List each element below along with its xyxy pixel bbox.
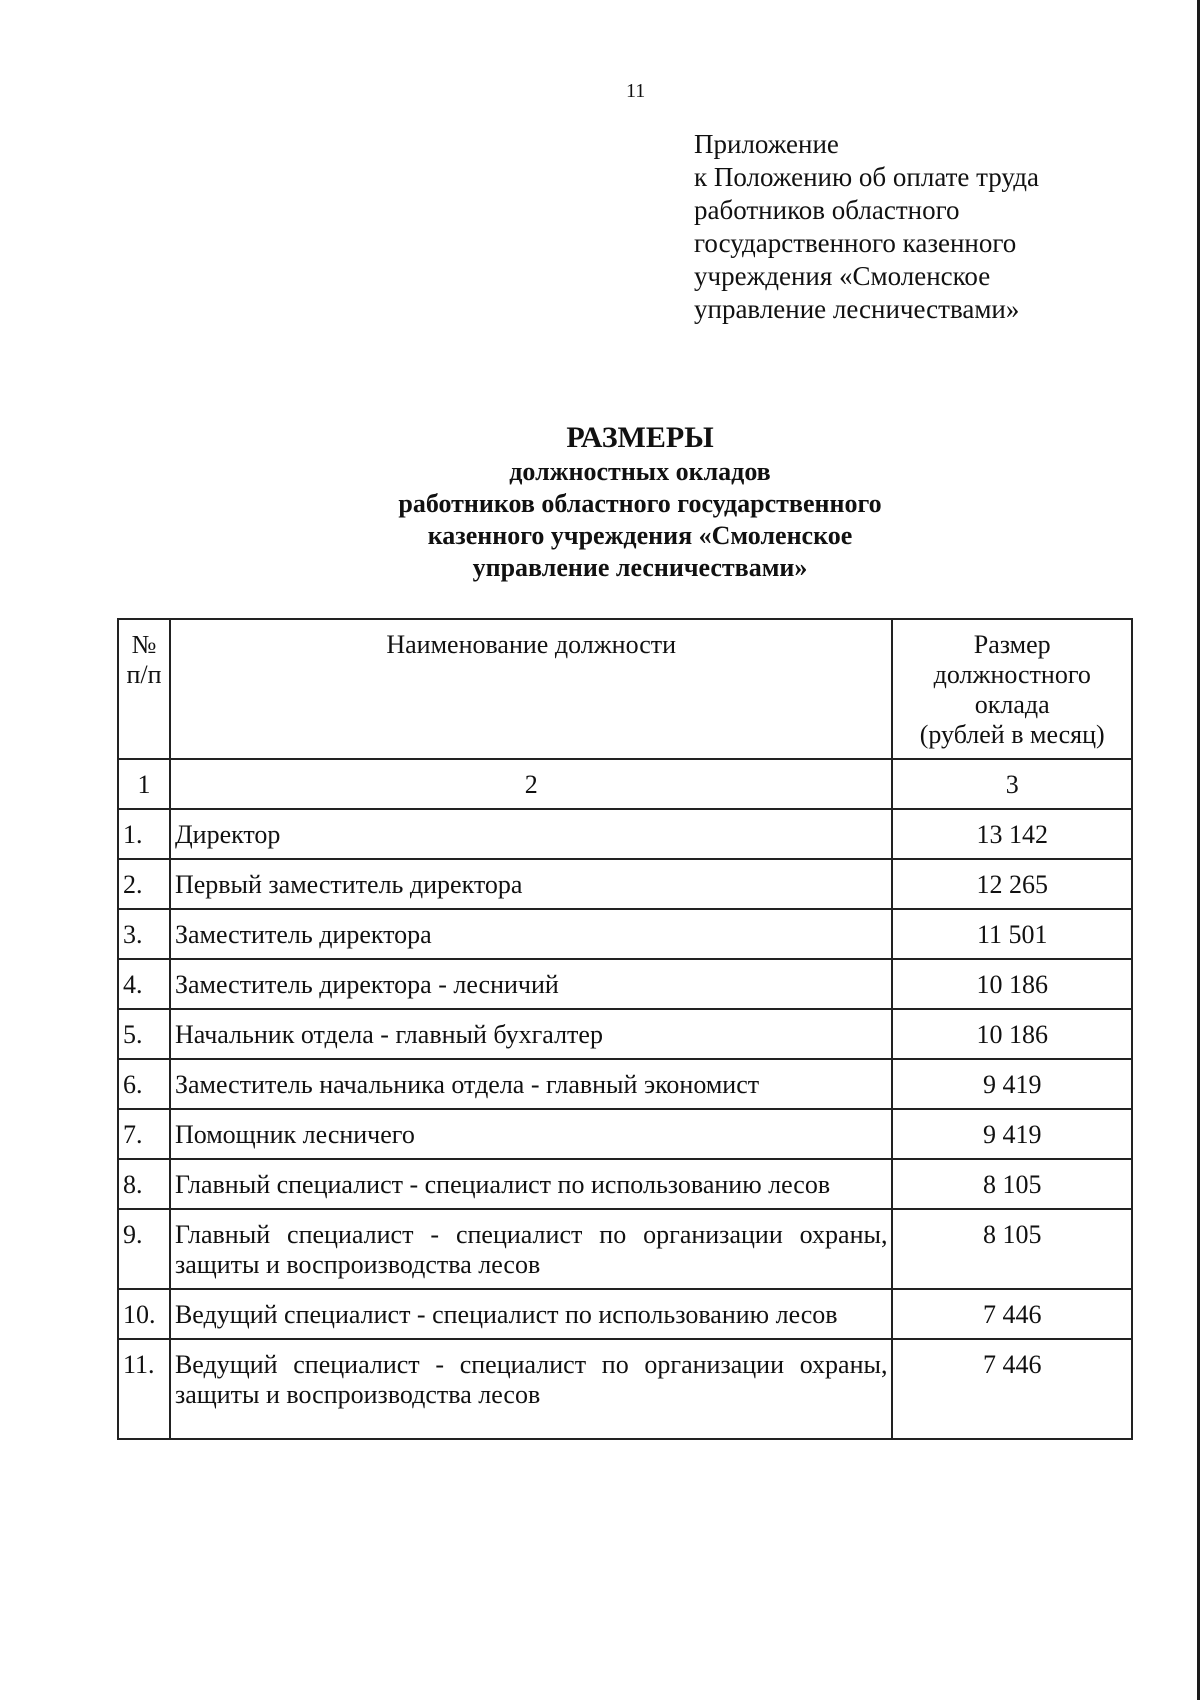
row-position: Главный специалист - специалист по использованию лесов [170,1159,893,1209]
row-position: Заместитель начальника отдела - главный экономист [170,1059,893,1109]
column-index: 3 [892,759,1132,809]
table-header-row [118,619,1132,759]
row-num: 10. [118,1289,170,1339]
row-position: Начальник отдела - главный бухгалтер [170,1009,893,1059]
appendix-note [694,128,1039,326]
row-num: 4. [118,959,170,1009]
appendix-line: работников областного [694,195,960,225]
header-value [892,619,1132,759]
row-num: 1. [118,809,170,859]
row-salary: 8 105 [892,1209,1132,1289]
row-num: 3. [118,909,170,959]
row-position: Первый заместитель директора [170,859,893,909]
appendix-line: к Положению об оплате труда [694,162,1039,192]
table-row [118,859,1132,909]
header-value-line: оклада [974,690,1050,719]
row-position: Заместитель директора - лесничий [170,959,893,1009]
title-line: должностных окладов [509,457,771,486]
row-position: Заместитель директора [170,909,893,959]
document-title [300,420,980,584]
row-num: 7. [118,1109,170,1159]
page-number: 11 [626,80,646,102]
table-row [118,959,1132,1009]
row-salary: 10 186 [892,959,1132,1009]
row-num: 5. [118,1009,170,1059]
header-value-line: должностного [933,660,1091,689]
row-salary: 9 419 [892,1109,1132,1159]
column-index: 2 [170,759,893,809]
column-index: 1 [118,759,170,809]
header-value-line: Размер [973,630,1051,659]
header-num-line: п/п [126,660,162,689]
row-salary: 12 265 [892,859,1132,909]
appendix-line: государственного казенного [694,228,1017,258]
table-row [118,1209,1132,1289]
table-row [118,1009,1132,1059]
row-num: 2. [118,859,170,909]
appendix-line: Приложение [694,129,839,159]
title-main: РАЗМЕРЫ [566,421,714,454]
row-position: Директор [170,809,893,859]
row-num: 6. [118,1059,170,1109]
table-row [118,809,1132,859]
row-num: 8. [118,1159,170,1209]
salary-table [117,618,1133,1440]
row-num: 11. [118,1339,170,1439]
table-row [118,1159,1132,1209]
appendix-line: учреждения «Смоленское [694,261,991,291]
title-line: управление лесничествами» [472,553,808,582]
table-row [118,1339,1132,1439]
row-position: Помощник лесничего [170,1109,893,1159]
row-position: Главный специалист - специалист по организации охраны, защиты и воспроизводства лесов [170,1209,893,1289]
title-line: казенного учреждения «Смоленское [427,521,853,550]
row-num: 9. [118,1209,170,1289]
header-num [118,619,170,759]
row-salary: 7 446 [892,1339,1132,1439]
row-salary: 10 186 [892,1009,1132,1059]
table-row [118,1109,1132,1159]
row-position: Ведущий специалист - специалист по организации охраны, защиты и воспроизводства лесов [170,1339,893,1439]
header-value-line: (рублей в месяц) [919,720,1105,749]
row-salary: 8 105 [892,1159,1132,1209]
row-salary: 9 419 [892,1059,1132,1109]
column-index-row [118,759,1132,809]
header-num-line: № [131,630,157,659]
row-salary: 7 446 [892,1289,1132,1339]
table-row [118,909,1132,959]
row-position: Ведущий специалист - специалист по использованию лесов [170,1289,893,1339]
row-salary: 11 501 [892,909,1132,959]
row-salary: 13 142 [892,809,1132,859]
header-name: Наименование должности [170,619,893,759]
table-row [118,1289,1132,1339]
table-row [118,1059,1132,1109]
title-line: работников областного государственного [398,489,882,518]
appendix-line: управление лесничествами» [694,294,1020,324]
